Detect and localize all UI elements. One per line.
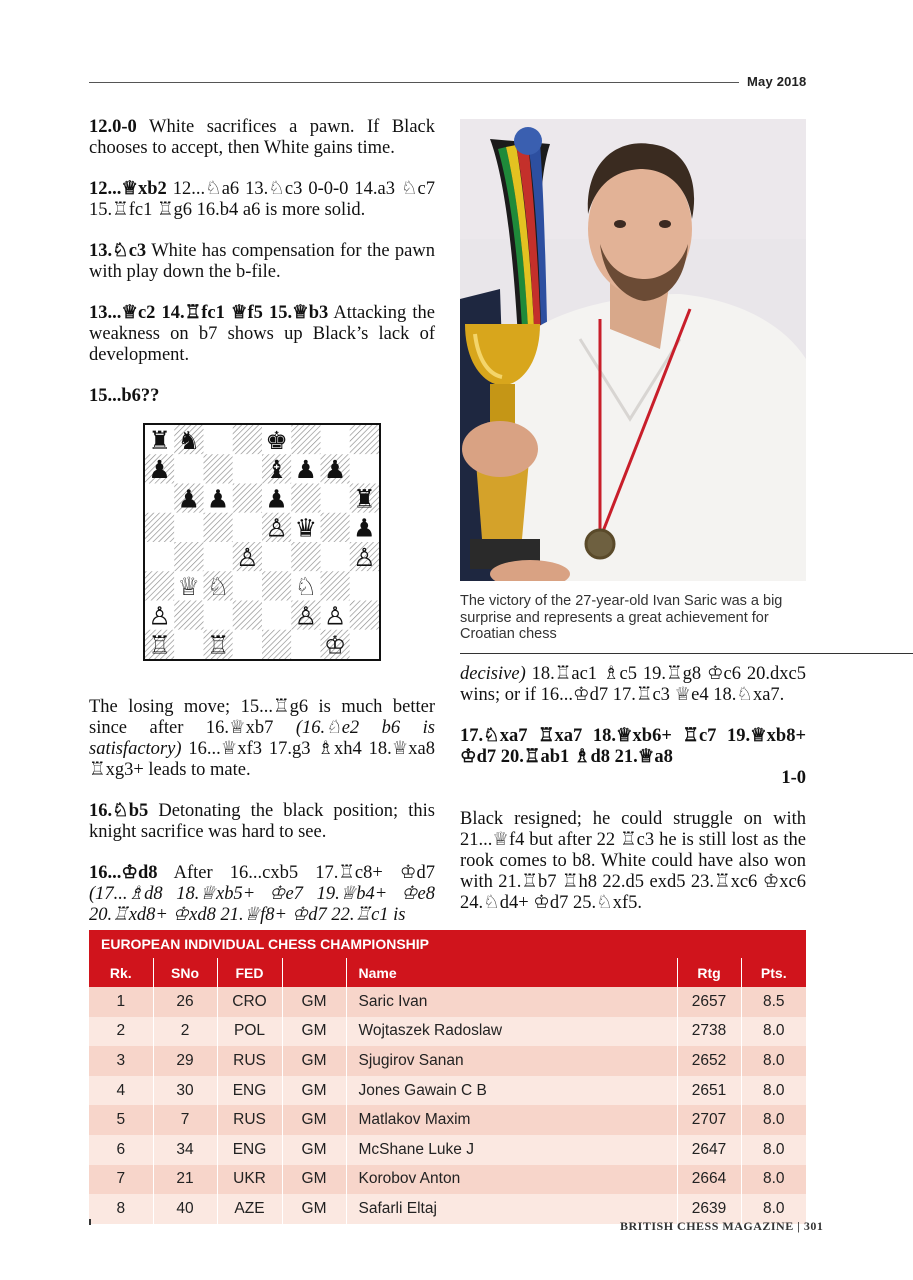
board-square [262,542,291,571]
board-square [233,601,262,630]
cell-title: GM [282,1017,346,1047]
board-square [321,571,350,600]
board-square [350,630,379,659]
board-square [262,601,291,630]
cell-name: Jones Gawain C B [346,1076,677,1106]
board-square [291,630,320,659]
table-row [89,1076,806,1106]
cell-sno: 30 [153,1076,217,1106]
cell-points: 8.0 [741,1105,806,1135]
board-square [204,542,233,571]
chess-piece-g2: ♙ [323,601,347,631]
board-square [350,601,379,630]
cell-name: Sjugirov Sanan [346,1046,677,1076]
board-square [321,425,350,454]
cell-sno: 34 [153,1135,217,1165]
board-square [204,425,233,454]
chess-board [145,425,379,659]
cell-title: GM [282,1046,346,1076]
cell-title: GM [282,1105,346,1135]
col-header-title [282,958,346,987]
annotation-16-nb5: 16.♘b5 Detonating the black position; this knight sacrifice was hard to see. [89,801,435,842]
board-square [174,542,203,571]
cell-rank: 7 [89,1165,153,1195]
issue-date: May 2018 [747,74,807,89]
cell-fed: ENG [217,1135,282,1165]
col-header-name: Name [346,958,677,987]
chess-piece-g1: ♔ [323,630,347,659]
chess-piece-h5: ♟ [353,513,376,543]
col-header-sno: SNo [153,958,217,987]
annotation-12-castles: 12.0-0 White sacrifices a pawn. If Black chooses to accept, then White gains time. [89,117,435,158]
board-square [291,425,320,454]
cell-points: 8.0 [741,1165,806,1195]
cell-fed: POL [217,1017,282,1047]
table-row [89,1105,806,1135]
board-square [233,484,262,513]
cell-fed: ENG [217,1076,282,1106]
board-square [233,571,262,600]
game-result: 1-0 [781,768,806,788]
standings-table [89,930,806,1224]
chess-piece-a2: ♙ [148,601,171,631]
footer-mark [89,1219,91,1225]
chess-piece-c1: ♖ [206,630,230,659]
table-row [89,987,806,1017]
cell-rating: 2664 [677,1165,741,1195]
board-square [204,454,233,483]
cell-rating: 2657 [677,987,741,1017]
chess-piece-c3: ♘ [206,572,230,602]
chess-diagram [143,423,381,661]
col-header-rating: Rtg [677,958,741,987]
board-square [174,630,203,659]
board-square [233,630,262,659]
page-footer: BRITISH CHESS MAGAZINE | 301 [620,1219,824,1233]
annotation-13-qc2: 13...♕c2 14.♖fc1 ♕f5 15.♕b3 Attacking the weakness on b7 shows up Black’s lack of development. [89,303,435,365]
cell-rank: 1 [89,987,153,1017]
cell-sno: 26 [153,987,217,1017]
board-square [145,484,174,513]
cell-sno: 7 [153,1105,217,1135]
cell-title: GM [282,1194,346,1224]
chess-piece-a1: ♖ [148,630,171,659]
chess-piece-a7: ♟ [148,455,171,485]
cell-points: 8.0 [741,1076,806,1106]
cell-points: 8.0 [741,1017,806,1047]
col-header-rank: Rk. [89,958,153,987]
cell-rating: 2738 [677,1017,741,1047]
chess-piece-b8: ♞ [177,425,201,455]
cell-points: 8.5 [741,987,806,1017]
standings-grid [89,958,806,1224]
photo-caption: The victory of the 27-year-old Ivan Saric was a big surprise and represents a great achievement for Croatian chess [460,593,783,642]
chess-piece-h4: ♙ [353,542,376,572]
chess-piece-e7: ♝ [265,455,288,485]
chess-piece-b3: ♕ [177,572,201,602]
cell-rating: 2652 [677,1046,741,1076]
board-square [262,630,291,659]
cell-name: McShane Luke J [346,1135,677,1165]
col-header-points: Pts. [741,958,806,987]
cell-name: Safarli Eltaj [346,1194,677,1224]
cell-rating: 2651 [677,1076,741,1106]
table-row [89,1165,806,1195]
chess-piece-f7: ♟ [294,455,318,485]
ivan-saric-photo [460,119,806,581]
table-title: EUROPEAN INDIVIDUAL CHESS CHAMPIONSHIP [89,930,806,958]
cell-rank: 8 [89,1194,153,1224]
annotation-15-b6: 15...b6?? [89,386,160,406]
cell-sno: 2 [153,1017,217,1047]
caption-rule [460,653,913,654]
cell-points: 8.0 [741,1194,806,1224]
board-square [291,484,320,513]
board-square [321,542,350,571]
chess-piece-b6: ♟ [177,484,201,514]
cell-rank: 4 [89,1076,153,1106]
cell-title: GM [282,987,346,1017]
cell-fed: AZE [217,1194,282,1224]
annotation-decisive: decisive) 18.♖ac1 ♗c5 19.♖g8 ♔c6 20.dxc5 wins; or if 16...♔d7 17.♖c3 ♕e4 18.♘xa7. [460,664,806,705]
cell-name: Matlakov Maxim [346,1105,677,1135]
board-square [174,601,203,630]
cell-rating: 2707 [677,1105,741,1135]
cell-name: Wojtaszek Radoslaw [346,1017,677,1047]
board-square [145,513,174,542]
board-square [350,454,379,483]
chess-piece-h6: ♜ [353,484,376,514]
header-rule [89,82,739,83]
chess-piece-f2: ♙ [294,601,318,631]
annotation-resigned: Black resigned; he could struggle on with 21...♕f4 but after 22 ♖c3 he is still lost as the rook comes to b8. White could have also won with 21.♖b7 ♖h8 22.d5 exd5 23.♖xc6 ♔xc6 24.♘d4+ ♔d7 25.♘xf5. [460,809,806,913]
annotation-17-nxa7: 17.♘xa7 ♖xa7 18.♕xb6+ ♖c7 19.♕xb8+ ♔d7 20.♖ab1 ♗d8 21.♕a8 [460,726,806,767]
annotation-losing-move: The losing move; 15...♖g6 is much better since after 16.♕xb7 (16.♘e2 b6 is satisfactory) 16...♕xf3 17.g3 ♗xh4 18.♕xa8 ♖xg3+ leads to mate. [89,697,436,780]
cell-sno: 40 [153,1194,217,1224]
cell-title: GM [282,1165,346,1195]
board-square [321,484,350,513]
board-square [204,513,233,542]
board-square [350,425,379,454]
cell-fed: CRO [217,987,282,1017]
chess-piece-e8: ♚ [265,425,288,455]
cell-fed: UKR [217,1165,282,1195]
cell-sno: 21 [153,1165,217,1195]
board-square [233,425,262,454]
board-square [233,513,262,542]
board-square [145,571,174,600]
chess-piece-g7: ♟ [323,455,347,485]
board-square [145,542,174,571]
board-square [174,454,203,483]
cell-rank: 6 [89,1135,153,1165]
chess-piece-a8: ♜ [148,425,171,455]
cell-fed: RUS [217,1046,282,1076]
chess-piece-c6: ♟ [206,484,230,514]
board-square [321,513,350,542]
annotation-16-kd8: 16...♔d8 After 16...cxb5 17.♖c8+ ♔d7 (17...♗d8 18.♕xb5+ ♔e7 19.♕b4+ ♔e8 20.♖xd8+ ♔xd8 21.♕f8+ ♔d7 22.♖c1 is [89,863,435,925]
right-column [460,664,806,934]
table-row [89,1135,806,1165]
board-square [350,571,379,600]
cell-name: Korobov Anton [346,1165,677,1195]
col-header-fed: FED [217,958,282,987]
board-square [291,542,320,571]
cell-title: GM [282,1076,346,1106]
table-row [89,1017,806,1047]
table-row [89,1046,806,1076]
table-header-row [89,958,806,987]
annotation-13-nc3: 13.♘c3 White has compensation for the pawn with play down the b-file. [89,241,435,282]
cell-name: Saric Ivan [346,987,677,1017]
chess-piece-f3: ♘ [294,572,318,602]
cell-rating: 2647 [677,1135,741,1165]
board-square [233,454,262,483]
cell-rating: 2639 [677,1194,741,1224]
cell-title: GM [282,1135,346,1165]
chess-piece-f5: ♛ [294,513,318,543]
cell-sno: 29 [153,1046,217,1076]
chess-piece-e5: ♙ [265,513,288,543]
player-photo [460,119,806,581]
cell-rank: 5 [89,1105,153,1135]
board-square [174,513,203,542]
chess-piece-d4: ♙ [236,542,259,572]
cell-points: 8.0 [741,1135,806,1165]
cell-rank: 3 [89,1046,153,1076]
annotation-12-qxb2: 12...♕xb2 12...♘a6 13.♘c3 0-0-0 14.a3 ♘c7 15.♖fc1 ♖g6 16.b4 a6 is more solid. [89,179,435,220]
chess-piece-e6: ♟ [265,484,288,514]
board-square [204,601,233,630]
cell-rank: 2 [89,1017,153,1047]
board-square [262,571,291,600]
cell-fed: RUS [217,1105,282,1135]
cell-points: 8.0 [741,1046,806,1076]
